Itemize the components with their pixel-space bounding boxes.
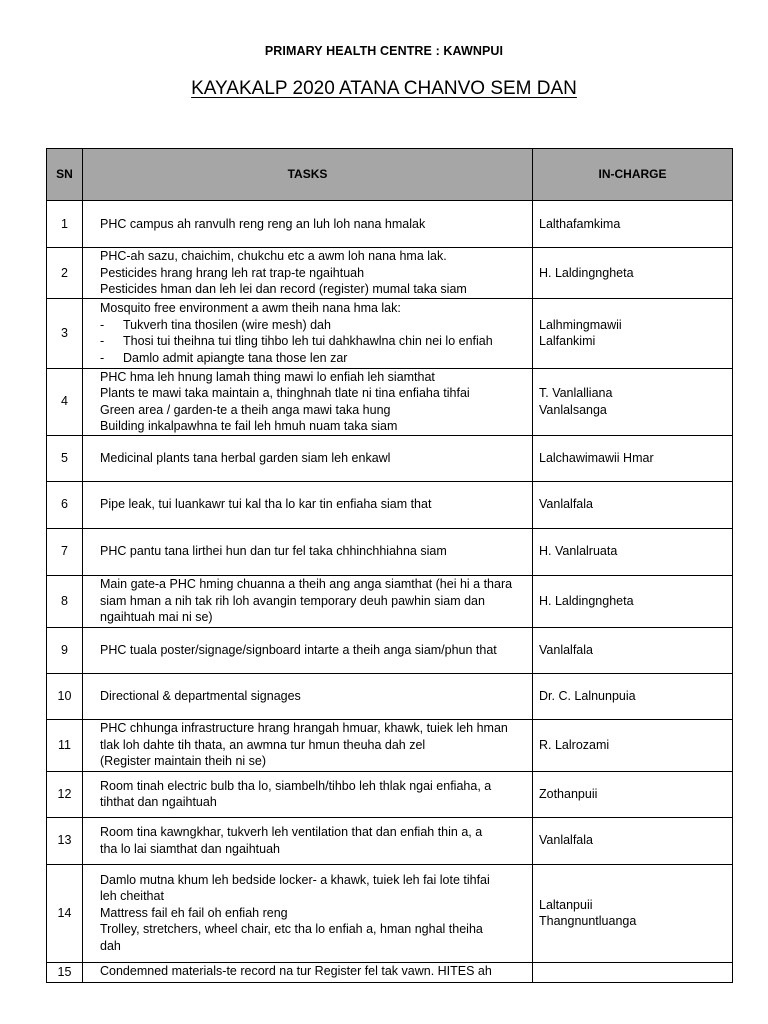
in-charge-cell bbox=[533, 864, 733, 962]
row-serial-number: 1 bbox=[47, 201, 83, 248]
row-serial-number: 10 bbox=[47, 673, 83, 719]
task-bullet-line bbox=[100, 333, 526, 350]
in-charge-name: R. Lalrozami bbox=[539, 737, 610, 752]
table-row bbox=[47, 201, 733, 248]
row-serial-number: 13 bbox=[47, 817, 83, 864]
task-line: Building inkalpawhna te fail leh hmuh nuam taka siam bbox=[100, 419, 398, 433]
in-charge-name: Lalfankimi bbox=[539, 334, 596, 348]
task-cell bbox=[83, 627, 533, 673]
task-line: Medicinal plants tana herbal garden siam leh enkawl bbox=[100, 450, 391, 465]
task-line: PHC chhunga infrastructure hrang hrangah hmuar, khawk, tuiek leh hman bbox=[100, 721, 508, 736]
in-charge-cell bbox=[533, 962, 733, 982]
column-header-tasks: TASKS bbox=[83, 149, 533, 201]
task-table bbox=[46, 148, 733, 983]
column-header-in-charge: IN-CHARGE bbox=[533, 149, 733, 201]
task-line: PHC pantu tana lirthei hun dan tur fel taka chhinchhiahna siam bbox=[100, 544, 447, 559]
task-line: Pipe leak, tui luankawr tui kal tha lo kar tin enfiaha siam that bbox=[100, 497, 432, 512]
task-bullet-line bbox=[100, 350, 526, 367]
task-cell bbox=[83, 368, 533, 435]
in-charge-name: H. Vanlalruata bbox=[539, 544, 618, 559]
task-line: Pesticides hrang hrang leh rat trap-te ngaihtuah bbox=[100, 265, 365, 280]
table-row bbox=[47, 298, 733, 368]
table-body bbox=[47, 201, 733, 983]
in-charge-name: T. Vanlalliana bbox=[539, 386, 613, 400]
task-line: Mosquito free environment a awm theih nana hma lak: bbox=[100, 301, 401, 315]
task-cell bbox=[83, 771, 533, 817]
table-header-row bbox=[47, 149, 733, 201]
task-cell bbox=[83, 719, 533, 771]
task-cell bbox=[83, 864, 533, 962]
in-charge-name: Thangnuntluanga bbox=[539, 914, 637, 928]
in-charge-name: Lalhmingmawii bbox=[539, 317, 622, 332]
row-serial-number: 8 bbox=[47, 575, 83, 627]
in-charge-name: Vanlalsanga bbox=[539, 402, 607, 417]
task-line: PHC hma leh hnung lamah thing mawi lo enfiah leh siamthat bbox=[100, 369, 435, 384]
row-serial-number: 7 bbox=[47, 528, 83, 575]
bullet-dash: - bbox=[100, 317, 105, 332]
task-cell bbox=[83, 481, 533, 528]
row-serial-number: 4 bbox=[47, 368, 83, 435]
row-serial-number: 15 bbox=[47, 962, 83, 982]
in-charge-cell bbox=[533, 528, 733, 575]
table-row bbox=[47, 481, 733, 528]
table-row bbox=[47, 864, 733, 962]
task-cell bbox=[83, 673, 533, 719]
in-charge-cell bbox=[533, 481, 733, 528]
bullet-dash: - bbox=[100, 334, 105, 348]
row-serial-number: 2 bbox=[47, 248, 83, 299]
in-charge-cell bbox=[533, 435, 733, 481]
table-row bbox=[47, 248, 733, 299]
table-row bbox=[47, 528, 733, 575]
task-line: Trolley, stretchers, wheel chair, etc tha lo enfiah a, hman nghal theiha bbox=[100, 922, 483, 937]
task-line: Condemned materials-te record na tur Register fel tak vawn. HITES ah bbox=[100, 963, 492, 978]
in-charge-cell bbox=[533, 771, 733, 817]
in-charge-cell bbox=[533, 368, 733, 435]
task-line: dah bbox=[100, 938, 121, 953]
table-row bbox=[47, 771, 733, 817]
row-serial-number: 11 bbox=[47, 719, 83, 771]
table-row bbox=[47, 719, 733, 771]
task-line: tihthat dan ngaihtuah bbox=[100, 795, 217, 809]
table-row bbox=[47, 817, 733, 864]
task-line: (Register maintain theih ni se) bbox=[100, 754, 267, 769]
task-cell bbox=[83, 435, 533, 481]
in-charge-name: Lalthafamkima bbox=[539, 216, 621, 231]
in-charge-cell bbox=[533, 248, 733, 299]
in-charge-name: Vanlalfala bbox=[539, 833, 593, 848]
in-charge-cell bbox=[533, 817, 733, 864]
task-line: Room tina kawngkhar, tukverh leh ventilation that dan enfiah thin a, a bbox=[100, 825, 483, 839]
in-charge-cell bbox=[533, 298, 733, 368]
task-line-text: Damlo admit apiangte tana those len zar bbox=[123, 350, 348, 365]
task-cell bbox=[83, 962, 533, 982]
task-line-text: Tukverh tina thosilen (wire mesh) dah bbox=[123, 317, 331, 332]
task-line: Room tinah electric bulb tha lo, siambelh/tihbo leh thlak ngai enfiaha, a bbox=[100, 778, 492, 793]
task-cell bbox=[83, 298, 533, 368]
in-charge-name: Laltanpuii bbox=[539, 897, 593, 912]
in-charge-cell bbox=[533, 627, 733, 673]
row-serial-number: 5 bbox=[47, 435, 83, 481]
task-line: PHC tuala poster/signage/signboard intarte a theih anga siam/phun that bbox=[100, 642, 497, 657]
in-charge-name: Vanlalfala bbox=[539, 642, 593, 657]
task-cell bbox=[83, 528, 533, 575]
in-charge-cell bbox=[533, 201, 733, 248]
in-charge-name: Vanlalfala bbox=[539, 497, 593, 512]
in-charge-name: Dr. C. Lalnunpuia bbox=[539, 688, 636, 703]
in-charge-cell bbox=[533, 673, 733, 719]
row-serial-number: 14 bbox=[47, 864, 83, 962]
row-serial-number: 9 bbox=[47, 627, 83, 673]
task-cell bbox=[83, 248, 533, 299]
row-serial-number: 3 bbox=[47, 298, 83, 368]
table-row bbox=[47, 435, 733, 481]
table-row bbox=[47, 673, 733, 719]
task-line: PHC campus ah ranvulh reng reng an luh loh nana hmalak bbox=[100, 216, 426, 231]
task-line: tlak loh dahte tih thata, an awmna tur hmun theuha dah zel bbox=[100, 737, 426, 752]
in-charge-name: H. Laldingngheta bbox=[539, 265, 634, 280]
task-line: leh cheithat bbox=[100, 889, 164, 904]
table-row bbox=[47, 368, 733, 435]
table-row bbox=[47, 962, 733, 982]
table-row bbox=[47, 627, 733, 673]
in-charge-name: Lalchawimawii Hmar bbox=[539, 450, 654, 465]
task-line: Directional & departmental signages bbox=[100, 688, 301, 703]
in-charge-name: H. Laldingngheta bbox=[539, 593, 634, 608]
row-serial-number: 6 bbox=[47, 481, 83, 528]
task-line: Damlo mutna khum leh bedside locker- a khawk, tuiek leh fai lote tihfai bbox=[100, 872, 490, 887]
row-serial-number: 12 bbox=[47, 771, 83, 817]
task-line: Pesticides hman dan leh lei dan record (register) mumal taka siam bbox=[100, 282, 467, 296]
health-centre-heading: PRIMARY HEALTH CENTRE : KAWNPUI bbox=[264, 44, 504, 58]
task-cell bbox=[83, 817, 533, 864]
task-line: ngaihtuah mai ni se) bbox=[100, 610, 213, 625]
task-line: PHC-ah sazu, chaichim, chukchu etc a awm loh nana hma lak. bbox=[100, 249, 447, 263]
document-title: KAYAKALP 2020 ATANA CHANVO SEM DAN bbox=[191, 78, 577, 99]
in-charge-cell bbox=[533, 719, 733, 771]
table-row bbox=[47, 575, 733, 627]
bullet-dash: - bbox=[100, 350, 105, 365]
in-charge-name: Zothanpuii bbox=[539, 786, 598, 801]
task-line: Mattress fail eh fail oh enfiah reng bbox=[100, 905, 288, 920]
task-line: Main gate-a PHC hming chuanna a theih ang anga siamthat (hei hi a thara bbox=[100, 577, 513, 592]
task-line: Plants te mawi taka maintain a, thinghnah tlate ni tina enfiaha tihfai bbox=[100, 386, 470, 400]
task-bullet-line bbox=[100, 317, 526, 334]
in-charge-cell bbox=[533, 575, 733, 627]
task-cell bbox=[83, 201, 533, 248]
task-cell bbox=[83, 575, 533, 627]
task-line: Green area / garden-te a theih anga mawi taka hung bbox=[100, 402, 391, 417]
task-line: siam hman a nih tak rih loh avangin temporary deuh pawhin siam dan bbox=[100, 593, 485, 608]
task-line: tha lo lai siamthat dan ngaihtuah bbox=[100, 841, 280, 856]
task-line-text: Thosi tui theihna tui tling tihbo leh tui dahkhawlna chin nei lo enfiah bbox=[123, 334, 493, 348]
column-header-sn: SN bbox=[47, 149, 83, 201]
